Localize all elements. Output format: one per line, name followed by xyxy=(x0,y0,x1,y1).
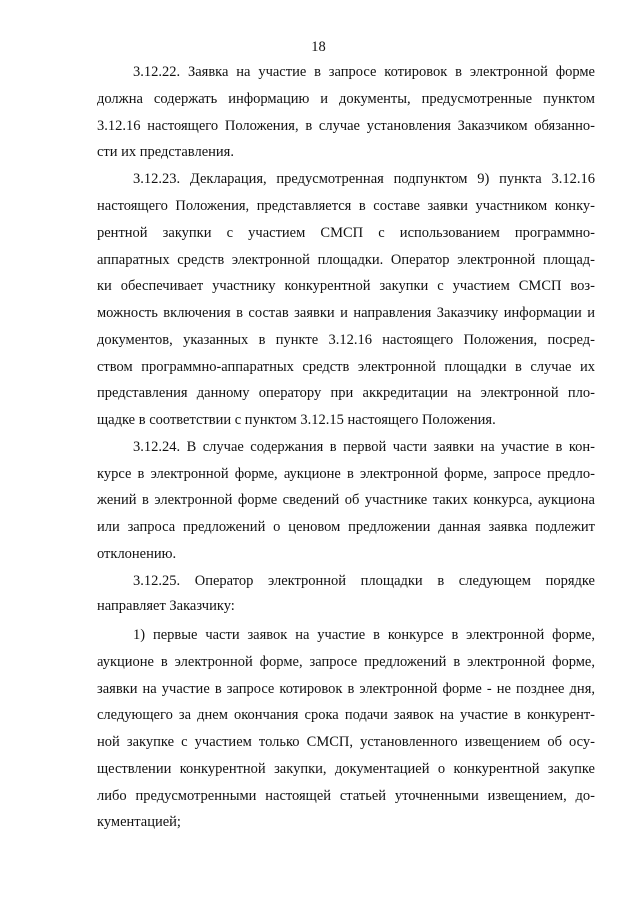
paragraph-line: либо предусмотренными настоящей статьей уточненными извещением, до- xyxy=(97,788,595,804)
paragraph-line: ством программно-аппаратных средств электронной площадки в случае их xyxy=(97,359,595,375)
paragraph-line: должна содержать информацию и документы, предусмотренные пунктом xyxy=(97,91,595,107)
paragraph-line: жений в электронной форме сведений об участнике таких конкурса, аукциона xyxy=(97,492,595,508)
paragraph-line: ществлении конкурентной закупки, документацией о конкурентной закупке xyxy=(97,761,595,777)
page-number: 18 xyxy=(311,39,326,55)
paragraph-line: представления данному оператору при аккредитации на электронной пло- xyxy=(97,385,595,401)
paragraph-line: ной закупке с участием только СМСП, установленного извещением об осу- xyxy=(97,734,595,750)
paragraph-line: ки обеспечивает участнику конкурентной закупки с участием СМСП воз- xyxy=(97,278,595,294)
paragraph-line: 3.12.16 настоящего Положения, в случае установления Заказчиком обязанно- xyxy=(97,118,595,134)
paragraph-line: аппаратных средств электронной площадки. Оператор электронной площад- xyxy=(97,252,595,268)
paragraph-line: 3.12.25. Оператор электронной площадки в следующем порядке xyxy=(133,573,595,589)
paragraph-line: направляет Заказчику: xyxy=(97,598,235,614)
paragraph-line: отклонению. xyxy=(97,546,177,562)
paragraph-line: 3.12.23. Декларация, предусмотренная подпунктом 9) пункта 3.12.16 xyxy=(133,171,595,187)
paragraph-line: аукционе в электронной форме, запросе предложений в электронной форме, xyxy=(97,654,595,670)
paragraph-line: документов, указанных в пункте 3.12.16 настоящего Положения, посред- xyxy=(97,332,595,348)
paragraph-line: сти их представления. xyxy=(97,144,234,160)
paragraph-line: курсе в электронной форме, аукционе в электронной форме, запросе предло- xyxy=(97,466,595,482)
paragraph-line: или запроса предложений о ценовом предложении данная заявка подлежит xyxy=(97,519,595,535)
paragraph-line: можность включения в состав заявки и направления Заказчику информации и xyxy=(97,305,595,321)
paragraph-line: щадке в соответствии с пунктом 3.12.15 настоящего Положения. xyxy=(97,412,496,428)
paragraph-line: кументацией; xyxy=(97,814,181,830)
paragraph-line: 1) первые части заявок на участие в конкурсе в электронной форме, xyxy=(133,627,595,643)
paragraph-line: рентной закупки с участием СМСП с использованием программно- xyxy=(97,225,595,241)
paragraph-line: 3.12.24. В случае содержания в первой части заявки на участие в кон- xyxy=(133,439,595,455)
paragraph-line: 3.12.22. Заявка на участие в запросе котировок в электронной форме xyxy=(133,64,595,80)
paragraph-line: следующего за днем окончания срока подачи заявок на участие в конкурент- xyxy=(97,707,595,723)
paragraph-line: настоящего Положения, представляется в составе заявки участником конку- xyxy=(97,198,595,214)
paragraph-line: заявки на участие в запросе котировок в электронной форме - не позднее дня, xyxy=(97,681,595,697)
